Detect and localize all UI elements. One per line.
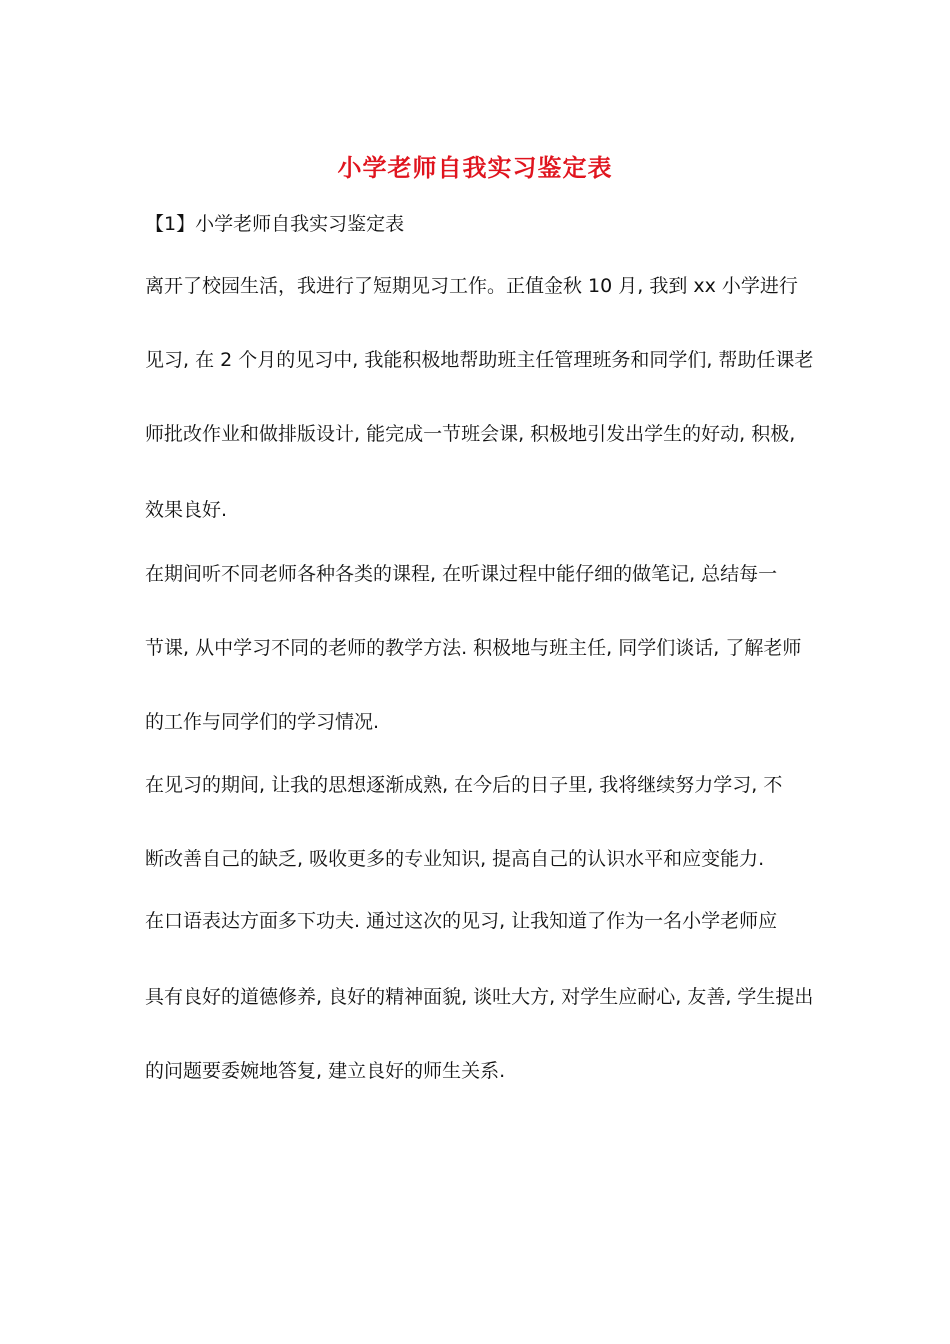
paragraph-line: 节课, 从中学习不同的老师的教学方法. 积极地与班主任, 同学们谈话, 了解老师 — [145, 637, 802, 659]
paragraph-line: 见习, 在 2 个月的见习中, 我能积极地帮助班主任管理班务和同学们, 帮助任课老 — [145, 349, 814, 371]
paragraph-line: 离开了校园生活，我进行了短期见习工作。正值金秋 10 月, 我到 xx 小学进行 — [145, 275, 798, 297]
document-title: 小学老师自我实习鉴定表 — [337, 153, 613, 182]
paragraph-line: 效果良好. — [145, 499, 228, 521]
section-heading: 【1】小学老师自我实习鉴定表 — [145, 213, 405, 235]
paragraph-line: 师批改作业和做排版设计, 能完成一节班会课, 积极地引发出学生的好动, 积极, — [145, 423, 796, 445]
paragraph-line: 具有良好的道德修养, 良好的精神面貌, 谈吐大方, 对学生应耐心, 友善, 学生提出 — [145, 986, 814, 1008]
paragraph-line: 在期间听不同老师各种各类的课程, 在听课过程中能仔细的做笔记, 总结每一 — [145, 563, 778, 585]
paragraph-line: 在见习的期间, 让我的思想逐渐成熟, 在今后的日子里, 我将继续努力学习, 不 — [145, 774, 783, 796]
paragraph-line: 的工作与同学们的学习情况. — [145, 711, 380, 733]
paragraph-line: 在口语表达方面多下功夫. 通过这次的见习, 让我知道了作为一名小学老师应 — [145, 910, 778, 932]
paragraph-line: 的问题要委婉地答复, 建立良好的师生关系. — [145, 1060, 506, 1082]
paragraph-line: 断改善自己的缺乏, 吸收更多的专业知识, 提高自己的认识水平和应变能力. — [145, 848, 765, 870]
